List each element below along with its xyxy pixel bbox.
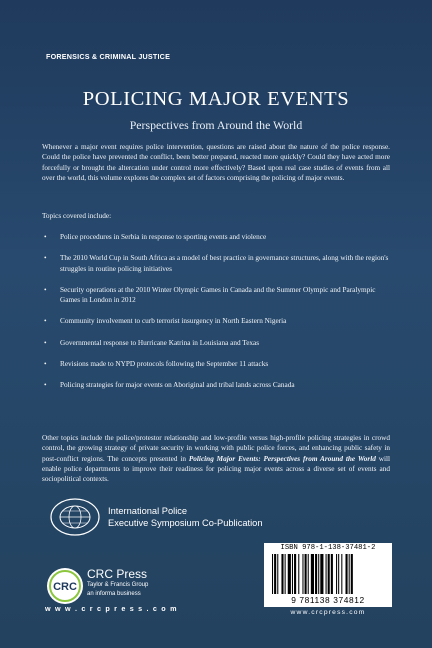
ieps-logo-icon [49,497,101,537]
ieps-copublication [108,505,263,529]
barcode [264,543,392,607]
topics-list [42,232,392,402]
topic-text: Police procedures in Serbia in response to sporting events and violence [60,233,267,241]
barcode-bar [336,554,337,594]
list-item [42,285,392,306]
publisher-url[interactable]: w w w . c r c p r e s s . c o m [45,604,178,613]
publisher-name: CRC Press [87,567,148,581]
barcode-bar [292,554,293,594]
barcode-bar [328,554,330,594]
barcode-bars-icon [272,554,384,594]
closing-paragraph [42,433,390,485]
isbn-text: ISBN 978-1-138-37481-2 [280,544,376,552]
barcode-bar [272,554,273,594]
barcode-bar [351,554,353,594]
bullet-icon: • [44,360,47,369]
bullet-icon: • [44,381,47,390]
barcode-bar [294,554,296,594]
topic-text: Security operations at the 2010 Winter Olympic Games in Canada and the Summer Olympic and Paralympic Games in London in 2012 [60,285,376,305]
list-item [42,253,392,274]
bullet-icon: • [44,338,47,347]
topic-text: Revisions made to NYPD protocols following the September 11 attacks [60,360,269,369]
barcode-bar [311,554,314,594]
barcode-bar [277,554,278,594]
publisher-informa: an informa business [87,591,141,597]
book-subtitle: Perspectives from Around the World [129,118,303,132]
barcode-bar [341,554,342,594]
barcode-number: 9 781138 374812 [291,595,365,605]
category-label: FORENSICS & CRIMINAL JUSTICE [46,52,171,61]
closing-book-title: Policing Major Events: Perspectives from Around the World [188,454,376,463]
barcode-bar [305,554,307,594]
list-item [42,338,392,348]
barcode-bar [285,554,286,594]
barcode-bar [326,554,327,594]
closing-text-start: Other topics include the police/protestor relationship and low-profile versus high-profile policing strategies in crowd control, the growing strategy of private security in working with public police forces, and enhancing public safety in post-conflict regions. The concepts presented in [42,434,390,463]
topic-text: The 2010 World Cup in South Africa as a model of best practice in governance structures, along with the region's struggles in routine policing initiatives [60,254,389,273]
crc-logo-icon [45,566,85,606]
publisher-group: Taylor & Francis Group [87,582,149,588]
barcode-bar [315,554,317,594]
barcode-bar [331,554,333,594]
bullet-icon: • [44,254,47,263]
barcode-bar [318,554,319,594]
list-item [42,359,392,369]
bullet-icon: • [44,317,47,326]
barcode-bar [338,554,339,594]
topic-text: Community involvement to curb terrorist insurgency in North Eastern Nigeria [60,317,287,326]
barcode-url[interactable]: www.crcpress.com [290,609,366,616]
ieps-line-2: Executive Symposium Co-Publication [108,518,263,528]
bullet-icon: • [44,233,47,241]
barcode-bar [298,554,299,594]
book-title: POLICING MAJOR EVENTS [82,88,350,110]
topic-text: Governmental response to Hurricane Katrina in Louisiana and Texas [60,338,260,347]
bullet-icon: • [44,285,47,294]
barcode-bar [281,554,283,594]
barcode-bar [346,554,348,594]
barcode-bar [320,554,323,594]
barcode-bar [349,554,350,594]
barcode-bar [274,554,276,594]
intro-paragraph [42,142,390,183]
barcode-bar [302,554,303,594]
barcode-bar [308,554,309,594]
topics-heading: Topics covered include: [42,212,112,220]
crc-logo-letters: CRC [53,581,77,593]
closing-text-end: will enable police departments to improve their readiness for policing major events across a diverse set of events and sociopolitical contexts. [42,454,390,484]
barcode-bar [288,554,291,594]
list-item [42,232,392,242]
list-item [42,380,392,390]
ieps-line-1: International Police [108,506,188,516]
topic-text: Policing strategies for major events on Aboriginal and tribal lands across Canada [60,381,295,390]
intro-text: Whenever a major event requires police intervention, questions are raised about the nature of the police response. Could the police have prevented the conflict, been better prepared, reacted more quickly? Could they have acted more forcefully or brought the altercation under control more effectively? Based upon real case studies of events from all over the world, this volume explores the complex set of factors comprising the policing of major events. [42,143,390,183]
list-item [42,316,392,326]
